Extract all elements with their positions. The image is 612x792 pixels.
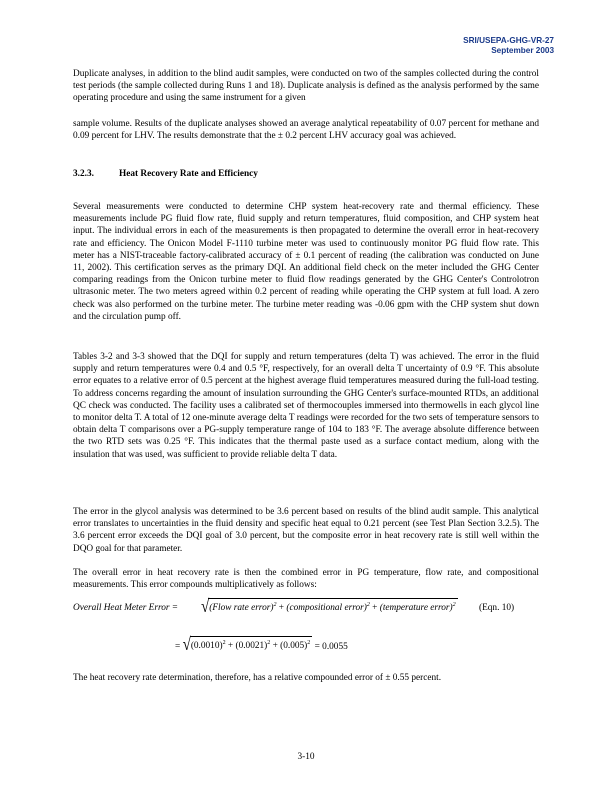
paragraph-delta-t: Tables 3-2 and 3-3 showed that the DQI for supply and return temperatures (delta T) was achieved. The error in the fluid supply and return temperatures were 0.4 and 0.5 °F, respectively, for an overall delta T uncertainty of 0.9 °F. This absolute error equates to a relative error of 0.5 percent at the highest average fluid temperatures measured during the full-load testing. To address concerns regarding the amount of insulation surrounding the GHG Center's surface-mounted RTDs, an additional QC check was conducted. The facility uses a calibrated set of thermocouples immersed into thermowells in each glycol line to monitor delta T. A total of 12 one-minute average delta T readings were recorded for the two sets of temperature sensors to obtain delta T comparisons over a PG-supply temperature range of 104 to 183 °F. The average absolute difference between the two RTD sets was 0.25 °F. This indicates that the thermal paste used as a surface contact medium, along with the insulation that was used, was sufficient to provide reliable delta T data. [73,352,539,460]
paragraph-duplicate-results: sample volume. Results of the duplicate analyses showed an average analytical repeatability of 0.07 percent for methane and 0.09 percent for LHV. The results demonstrate that the ± 0.2 percent LHV accuracy goal was achieved. [73,119,539,142]
report-header [463,36,554,55]
section-title: Heat Recovery Rate and Efficiency [119,169,258,179]
compositional-error-term: (compositional error) [286,603,367,613]
report-date: September 2003 [491,45,554,55]
flow-rate-error-term: (Flow rate error) [209,603,274,613]
radical-sign: √ [201,597,210,617]
temperature-error-term: (temperature error) [379,603,453,613]
equation-result: = 0.0055 [314,642,348,652]
paragraph-conclusion: The heat recovery rate determination, therefore, has a relative compounded error of ± 0.55 percent. [73,673,442,683]
equation-lhs: Overall Heat Meter Error = [73,603,179,613]
paragraph-measurements: Several measurements were conducted to determine CHP system heat-recovery rate and thermal efficiency. These measurements include PG fluid flow rate, fluid supply and return temperatures, fluid composition, and CHP system heat input. The individual errors in each of the measurements is then propagated to determine the overall error in heat-recovery rate and efficiency. The Onicon Model F-1110 turbine meter was used to continuously monitor PG fluid flow rate. This meter has a NIST-traceable factory-calibrated accuracy of ± 0.1 percent of reading (the calibration was conducted on June 11, 2002). This certification serves as the primary DQI. An additional field check on the meter included the GHG Center comparing readings from the Onicon turbine meter to fluid flow readings generated by the GHG Center's Controlotron ultrasonic meter. The two meters agreed within 0.2 percent of reading while operating the CHP system at full load. A zero check was also performed on the turbine meter. The turbine meter reading was -0.06 gpm with the CHP system shut down and the circulation pump off. [73,202,539,322]
square-root [201,598,458,616]
radical-sign: √ [182,635,191,655]
section-number: 3.2.3. [73,169,94,179]
paragraph-overall-error: The overall error in heat recovery rate is then the combined error in PG temperature, flow rate, and compositional measurements. This error compounds multiplicatively as follows: [73,568,539,591]
radicand-numeric: $(0.0010)^2 + (0.0021)^2 + (0.005)^2$ [190,636,312,654]
equation-heat-meter-error [73,598,539,620]
equation-numeric: = √ $(0.0010)^2 + (0.0021)^2 + (0.005)^2$ = 0.0055 [175,635,348,655]
page-number: 3-10 [297,752,315,762]
report-id: SRI/USEPA-GHG-VR-27 [463,36,554,45]
section-heading [73,169,258,179]
equation-label: (Eqn. 10) [479,603,515,613]
paragraph-duplicate-analyses: Duplicate analyses, in addition to the blind audit samples, were conducted on two of the samples collected during the control test periods (the sample collected during Runs 1 and 18). Duplicate analysis is defined as the analysis performed by the same operating procedure and using the same instrument for a given [73,69,539,104]
radicand: (Flow rate error)$^2$ + (compositional error)$^2$ + (temperature error)$^2$ [208,598,457,616]
paragraph-glycol-analysis: The error in the glycol analysis was determined to be 3.6 percent based on results of the blind audit sample. This analytical error translates to uncertainties in the fluid density and specific heat equal to 0.21 percent (see Test Plan Section 3.2.5). The 3.6 percent error exceeds the DQI goal of 3.0 percent, but the composite error in heat recovery rate is still well within the DQO goal for that parameter. [73,507,539,554]
square-root-numeric [183,636,313,654]
